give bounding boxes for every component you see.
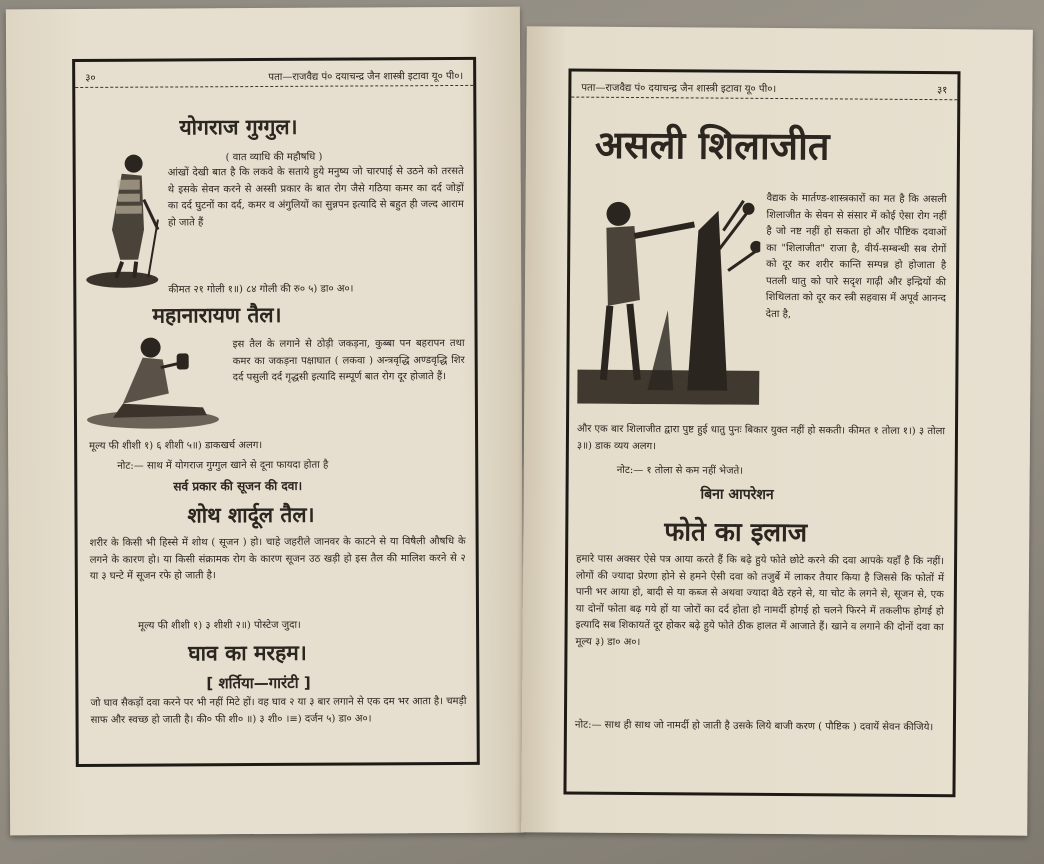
left-page: [6, 7, 524, 836]
right-page: [521, 26, 1033, 836]
mahanarayan-body: इस तैल के लगाने से ठोड़ी जकड़ना, कुब्बा पन बहरापन तथा कमर का जकड़ना पक्षाघात ( लकवा ) अन्त्रवृद्धि अण्डवृद्धि शिर दर्द पसुली दर्द गृद्धसी इत्यादि सम्पूर्ण बात रोग दूर होजाते हैं।: [232, 337, 465, 384]
right-page-number: ३१: [936, 84, 948, 96]
mahanarayan-price: मूल्य फी शीशी १) ६ शीशी ५॥) डाकखर्च अलग।: [89, 440, 263, 452]
yograj-subtitle: ( वात व्याधि की महौषधि ): [225, 151, 323, 164]
ghav-title: घाव का मरहम।: [188, 640, 307, 666]
left-page-border: [72, 57, 480, 767]
left-header: [75, 64, 473, 88]
ghav-body: जो घाव सैकड़ों दवा करने पर भी नहीं मिटे हों। वह घाव २ या ३ बार लगाने से एक दम भर आता है। चमड़ी साफ और स्वच्छ हो जाती है। की० फी शी० ॥) ३ शी० ।≡) दर्जन ५) डा० अ०।: [90, 695, 467, 726]
right-header: [571, 76, 957, 101]
shilajit-man-tree-illustration: [577, 190, 760, 405]
shoth-title: शोथ शार्दूल तैल।: [187, 502, 315, 528]
right-page-border: [563, 69, 960, 798]
mahanarayan-title: महानारायण तैल।: [152, 302, 282, 328]
shilajit-title: असली शिलाजीत: [594, 122, 830, 169]
seated-man-illustration: [83, 333, 224, 434]
mahanarayan-note: नोट:— साथ में योगराज गुग्गुल खाने से दूना फायदा होता है: [117, 459, 329, 472]
fote-note: नोट:— साथ ही साथ जो नामर्दी हो जाती है उसके लिये बाजी करण ( पौष्टिक ) दवायें सेवन कीजिये।: [574, 719, 934, 734]
right-header-address: पता—राजवैद्य पं० दयाचन्द्र जैन शास्त्री इटावा यू० पी०।: [581, 82, 777, 95]
shoth-body: शरीर के किसी भी हिस्से में शोथ ( सूजन ) हो। चाहे जहरीले जानवर के काटने से या विषैली औषधि के लगने के कारण हो। या किसी संक्रामक रोग के कारण सूजन उठ खड़ी हो इस तैल की मालिश करने से २ या ३ घन्टे में सूजन रफे हो जाती है।: [89, 535, 466, 582]
fote-body: हमारे पास अक्सर ऐसे पत्र आया करते हैं कि बढ़े हुये फोते छोटे करने की दवा आपके यहाँ है कि नहीं। लोगों की ज्यादा प्रेरणा होने से हमने ऐसी दवा को तजुर्बे में लाकर तैयार किया है जिससे कि फोतों में पानी भर आया हो, बादी से या कब्ज से अथवा ज्यादा बैठे रहने से, या चोट के लगने से, सूजन से, एक या दोनों फोता बढ़ गये हों या जोरों का दर्द होता हो नामर्दी होगई हो चलने फिरने में तकलीफ होगई हो इत्यादि सब शिकायतें दूर होकर बढ़े हुये फोते ठीक हालत में आजाते हैं। खाने व लगाने की दोनों दवा का मूल्य ३) डा० अ०।: [575, 553, 945, 648]
yograj-body: आंखों देखी बात है कि लकवे के सताये हुये मनुष्य जो चारपाई से उठने को तरसते थे इसके सेवन करने से अस्सी प्रकार के बात रोग जैसे गठिया कमर का दर्द जोड़ों का दर्द घुटनों का दर्द, कमर व अंगुलियों का सुन्नपन इत्यादि से बहुत ही जल्द आराम हो जाते हैं: [167, 165, 464, 229]
fote-pretitle: बिना आपरेशन: [700, 486, 774, 503]
shilajit-body-continued: और एक बार शिलाजीत द्वारा पुष्ट हुई धातु पुनः बिकार युक्त नहीं हो सकती। कीमत १ तोला १।) ३ तोला ३॥) डाक व्यय अलग।: [576, 423, 946, 452]
shilajit-body: वैद्यक के मार्तण्ड-शास्त्रकारों का मत है कि असली शिलाजीत के सेवन से संसार में कोई ऐसा रोग नहीं है जो नष्ट नहीं हो सकता हो और पौष्टिक दवाओं का "शिलाजीत" राजा है, वीर्य-सम्बन्धी सब रोगों को दूर कर शरीर कान्ति सम्पन्न हो होजाता है पतली धातु को पारे सदृश गाढ़ी और इन्द्रियों की शिथिलता को दूर कर स्त्री सहवास में अपूर्व आनन्द देता है,: [765, 192, 947, 320]
yograj-price: कीमत २१ गोली १॥) ८४ गोली की रु० ५) डा० अ०।: [168, 283, 354, 296]
shoth-price: मूल्य फी शीशी १) ३ शीशी २॥) पोस्टेज जुदा।: [138, 619, 301, 632]
standing-man-illustration: [82, 150, 165, 290]
ghav-guarantee: [ शर्तिया—गारंटी ]: [206, 673, 311, 693]
shilajit-note: नोट:— १ तोला से कम नहीं भेजते।: [616, 464, 744, 477]
fote-title: फोते का इलाज: [664, 517, 808, 549]
left-page-number: ३०: [85, 72, 96, 84]
left-header-address: पता—राजवैद्य पं० दयाचन्द्र जैन शास्त्री इटावा यू० पी०।: [268, 70, 464, 83]
yograj-title: योगराज गुग्गुल।: [179, 114, 298, 140]
swelling-tagline: सर्व प्रकार की सूजन की दवा।: [173, 478, 303, 494]
